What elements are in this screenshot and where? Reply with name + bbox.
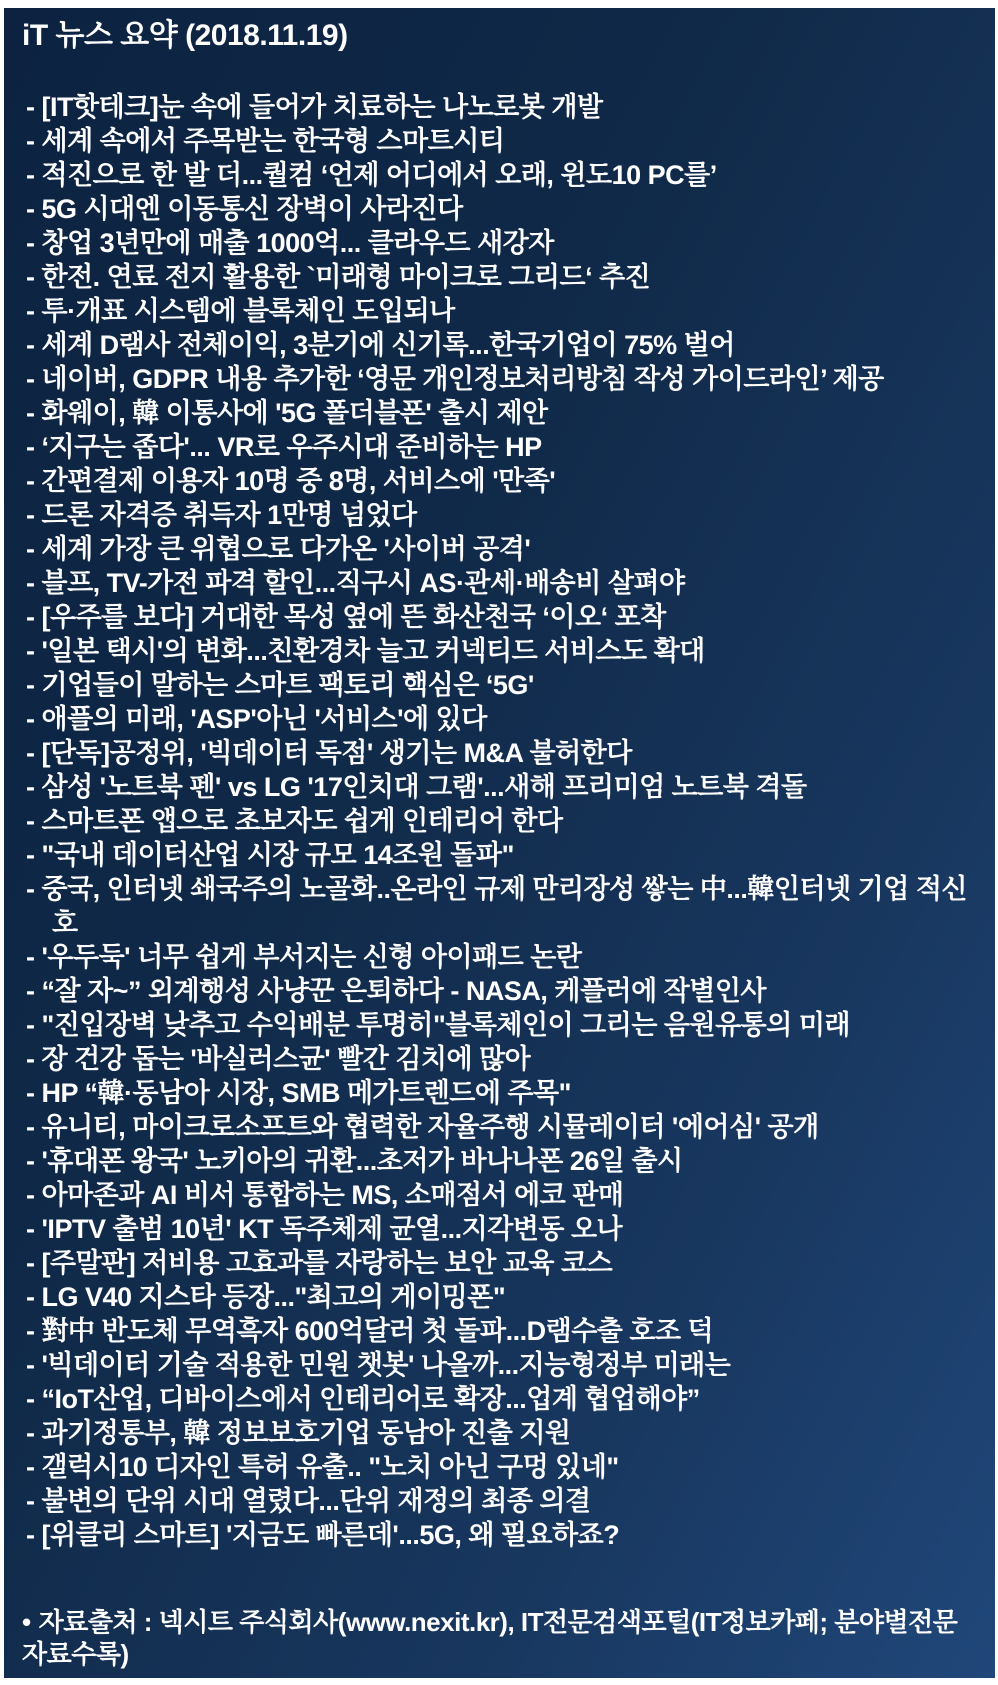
list-dash: - — [26, 806, 35, 836]
list-dash: - — [26, 364, 35, 394]
news-headline-item — [22, 464, 975, 498]
list-dash: - — [26, 228, 35, 258]
news-headline-item — [22, 634, 975, 668]
news-headline-item — [22, 498, 975, 532]
list-dash: - — [26, 194, 35, 224]
news-headline-item — [22, 124, 975, 158]
news-headline-text: 갤럭시10 디자인 특허 유출.. "노치 아닌 구멍 있네" — [41, 1452, 619, 1482]
list-dash: - — [26, 568, 35, 598]
news-headline-text: 화웨이, 韓 이통사에 '5G 폴더블폰' 출시 제안 — [41, 398, 548, 428]
news-headline-text: 장 건강 돕는 '바실러스균' 빨간 김치에 많아 — [41, 1044, 531, 1074]
news-headline-item — [22, 566, 975, 600]
news-headline-text: '일본 택시'의 변화...친환경차 늘고 커넥티드 서비스도 확대 — [41, 636, 705, 666]
news-headline-text: 적진으로 한 발 더...퀄컴 ‘언제 어디에서 오래, 윈도10 PC를’ — [41, 160, 717, 190]
news-headline-item — [22, 1042, 975, 1076]
news-headline-text: LG V40 지스타 등장..."최고의 게이밍폰" — [41, 1282, 506, 1312]
list-dash: - — [26, 534, 35, 564]
news-headline-item — [22, 362, 975, 396]
news-headline-item — [22, 1314, 975, 1348]
list-dash: - — [26, 330, 35, 360]
news-headline-item — [22, 1144, 975, 1178]
news-headline-item — [22, 1450, 975, 1484]
news-headline-item — [22, 328, 975, 362]
news-headline-item — [22, 668, 975, 702]
list-dash: - — [26, 1486, 35, 1516]
list-dash: - — [26, 704, 35, 734]
news-headline-item — [22, 1280, 975, 1314]
list-dash: - — [26, 1078, 35, 1108]
news-headline-item — [22, 396, 975, 430]
news-headline-item — [22, 1178, 975, 1212]
news-headline-item — [22, 1382, 975, 1416]
news-headline-text: 스마트폰 앱으로 초보자도 쉽게 인테리어 한다 — [41, 806, 563, 836]
news-headline-item — [22, 1212, 975, 1246]
news-headline-item — [22, 804, 975, 838]
news-headline-text: 유니티, 마이크로소프트와 협력한 자율주행 시뮬레이터 '에어심' 공개 — [41, 1112, 819, 1142]
news-headline-item — [22, 158, 975, 192]
news-headline-item — [22, 974, 975, 1008]
list-dash: - — [26, 160, 35, 190]
news-headline-item — [22, 226, 975, 260]
news-headline-text: 기업들이 말하는 스마트 팩토리 핵심은 ‘5G' — [41, 670, 534, 700]
news-headline-text: 투·개표 시스템에 블록체인 도입되나 — [41, 296, 455, 326]
list-dash: - — [26, 738, 35, 768]
source-footer — [22, 1606, 975, 1672]
news-headline-text: [IT핫테크]눈 속에 들어가 치료하는 나노로봇 개발 — [41, 92, 603, 122]
list-dash: - — [26, 1350, 35, 1380]
news-headline-item — [22, 872, 975, 940]
news-headline-text: 네이버, GDPR 내용 추가한 ‘영문 개인정보처리방침 작성 가이드라인’ 제공 — [41, 364, 884, 394]
news-headline-item — [22, 1008, 975, 1042]
news-headline-text: 창업 3년만에 매출 1000억... 클라우드 새강자 — [41, 228, 554, 258]
list-dash: - — [26, 1316, 35, 1346]
news-headline-text: [단독]공정위, '빅데이터 독점' 생기는 M&A 불허한다 — [41, 738, 632, 768]
news-headline-item — [22, 90, 975, 124]
list-dash: - — [26, 432, 35, 462]
news-headline-item — [22, 1416, 975, 1450]
list-dash: - — [26, 874, 35, 904]
news-headline-list — [22, 90, 975, 1552]
news-headline-text: "국내 데이터산업 시장 규모 14조원 돌파" — [41, 840, 514, 870]
news-headline-text: 세계 D램사 전체이익, 3분기에 신기록...한국기업이 75% 벌어 — [41, 330, 735, 360]
news-headline-item — [22, 1348, 975, 1382]
news-headline-text: “잘 자~” 외계행성 사냥꾼 은퇴하다 - NASA, 케플러에 작별인사 — [41, 976, 767, 1006]
list-dash: - — [26, 466, 35, 496]
page-title: iT 뉴스 요약 (2018.11.19) — [22, 19, 348, 52]
news-headline-text: 중국, 인터넷 쇄국주의 노골화..온라인 규제 만리장성 쌓는 中...韓인터넷 기업 적신호 — [41, 874, 967, 938]
list-dash: - — [26, 1452, 35, 1482]
news-headline-item — [22, 1246, 975, 1280]
news-headline-text: 삼성 '노트북 펜' vs LG '17인치대 그램'...새해 프리미엄 노트북 격돌 — [41, 772, 807, 802]
list-dash: - — [26, 1520, 35, 1550]
news-headline-text: '휴대폰 왕국' 노키아의 귀환...초저가 바나나폰 26일 출시 — [41, 1146, 683, 1176]
news-headline-item — [22, 294, 975, 328]
list-dash: - — [26, 1248, 35, 1278]
news-headline-text: 아마존과 AI 비서 통합하는 MS, 소매점서 에코 판매 — [41, 1180, 624, 1210]
list-dash: - — [26, 1418, 35, 1448]
news-headline-text: 세계 속에서 주목받는 한국형 스마트시티 — [41, 126, 505, 156]
source-text: 자료출처 : 넥시트 주식회사(www.nexit.kr), IT전문검색포털(IT정보카페; 분야별전문자료수록) — [22, 1607, 958, 1669]
list-dash: - — [26, 840, 35, 870]
news-headline-text: 블프, TV-가전 파격 할인...직구시 AS·관세·배송비 살펴야 — [41, 568, 685, 598]
news-headline-text: [주말판] 저비용 고효과를 자랑하는 보안 교육 코스 — [41, 1248, 613, 1278]
news-headline-text: 對中 반도체 무역흑자 600억달러 첫 돌파...D램수출 호조 덕 — [41, 1316, 714, 1346]
news-headline-item — [22, 702, 975, 736]
news-headline-item — [22, 532, 975, 566]
list-dash: - — [26, 262, 35, 292]
list-dash: - — [26, 942, 35, 972]
news-headline-text: [우주를 보다] 거대한 목성 옆에 뜬 화산천국 ‘이오‘ 포착 — [41, 602, 666, 632]
news-headline-text: 5G 시대엔 이동통신 장벽이 사라진다 — [41, 194, 463, 224]
news-headline-item — [22, 600, 975, 634]
news-headline-item — [22, 1076, 975, 1110]
footer-bullet: • — [22, 1607, 31, 1637]
list-dash: - — [26, 602, 35, 632]
news-headline-text: 드론 자격증 취득자 1만명 넘었다 — [41, 500, 417, 530]
news-headline-item — [22, 940, 975, 974]
list-dash: - — [26, 398, 35, 428]
list-dash: - — [26, 976, 35, 1006]
news-headline-text: 애플의 미래, 'ASP'아닌 '서비스'에 있다 — [41, 704, 487, 734]
news-headline-text: HP “韓·동남아 시장, SMB 메가트렌드에 주목" — [41, 1078, 571, 1108]
list-dash: - — [26, 772, 35, 802]
list-dash: - — [26, 92, 35, 122]
news-headline-text: 과기정통부, 韓 정보보호기업 동남아 진출 지원 — [41, 1418, 571, 1448]
news-headline-text: '우두둑' 너무 쉽게 부서지는 신형 아이패드 논란 — [41, 942, 582, 972]
list-dash: - — [26, 1282, 35, 1312]
news-headline-item — [22, 260, 975, 294]
list-dash: - — [26, 1010, 35, 1040]
news-headline-text: 간편결제 이용자 10명 중 8명, 서비스에 '만족' — [41, 466, 556, 496]
news-headline-text: 불변의 단위 시대 열렸다...단위 재정의 최종 의결 — [41, 1486, 591, 1516]
news-headline-text: “IoT산업, 디바이스에서 인테리어로 확장...업계 협업해야” — [41, 1384, 700, 1414]
news-headline-item — [22, 430, 975, 464]
news-headline-item — [22, 1484, 975, 1518]
news-headline-text: 세계 가장 큰 위협으로 다가온 '사이버 공격' — [41, 534, 531, 564]
list-dash: - — [26, 1112, 35, 1142]
list-dash: - — [26, 636, 35, 666]
news-headline-item — [22, 736, 975, 770]
news-headline-text: [위클리 스마트] '지금도 빠른데'...5G, 왜 필요하죠? — [41, 1520, 620, 1550]
news-headline-item — [22, 838, 975, 872]
news-headline-text: ‘지구는 좁다'... VR로 우주시대 준비하는 HP — [41, 432, 542, 462]
news-headline-text: 'IPTV 출범 10년' KT 독주체제 균열...지각변동 오나 — [41, 1214, 623, 1244]
news-headline-item — [22, 192, 975, 226]
list-dash: - — [26, 1146, 35, 1176]
news-headline-text: "진입장벽 낮추고 수익배분 투명히"블록체인이 그리는 음원유통의 미래 — [41, 1010, 851, 1040]
list-dash: - — [26, 670, 35, 700]
news-headline-item — [22, 1518, 975, 1552]
news-summary-slide — [4, 8, 995, 1678]
news-headline-text: 한전. 연료 전지 활용한 `미래형 마이크로 그리드‘ 추진 — [41, 262, 651, 292]
list-dash: - — [26, 1384, 35, 1414]
list-dash: - — [26, 500, 35, 530]
news-headline-item — [22, 1110, 975, 1144]
list-dash: - — [26, 1180, 35, 1210]
list-dash: - — [26, 1044, 35, 1074]
list-dash: - — [26, 1214, 35, 1244]
list-dash: - — [26, 296, 35, 326]
news-headline-text: '빅데이터 기술 적용한 민원 챗봇' 나올까...지능형정부 미래는 — [41, 1350, 731, 1380]
news-headline-item — [22, 770, 975, 804]
list-dash: - — [26, 126, 35, 156]
